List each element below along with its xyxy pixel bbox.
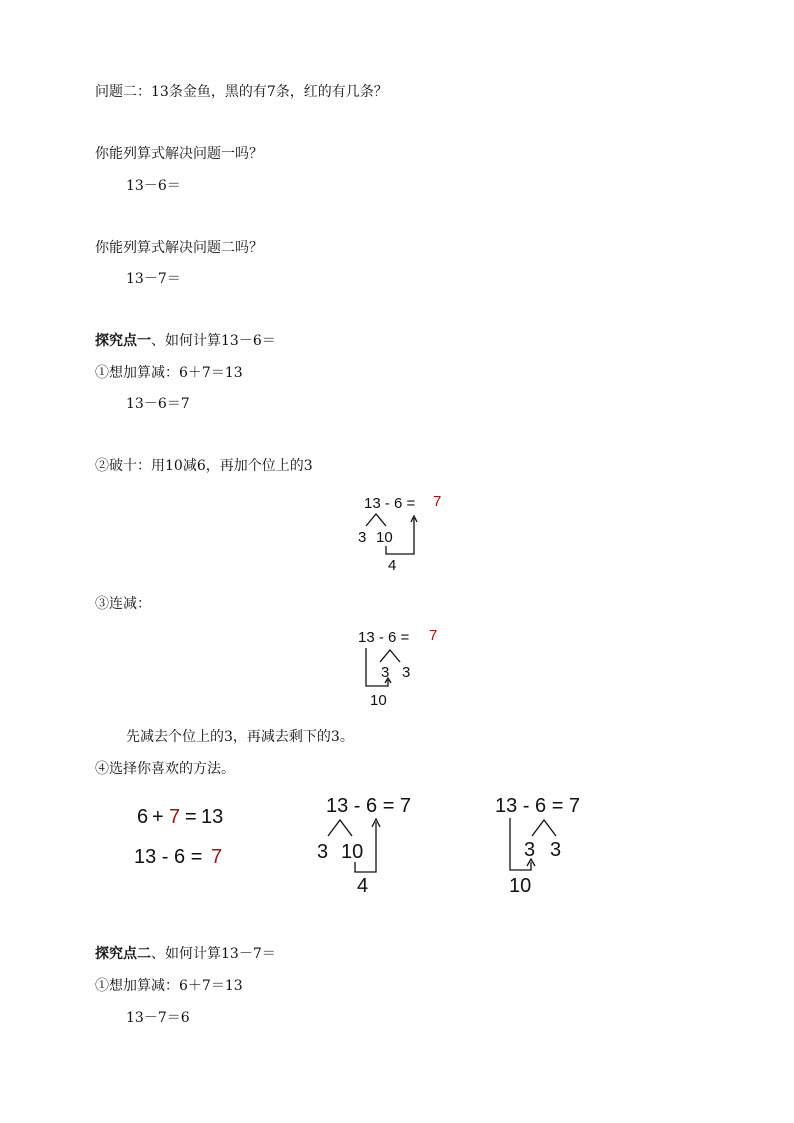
explore-point-two-text: 、如何计算13－7＝: [151, 946, 276, 962]
choice-sub-answer: 7: [211, 846, 223, 868]
choice-break-ten-left: 3: [317, 841, 329, 863]
serial-left-part: 3: [381, 664, 390, 681]
break-ten-split-branch: [366, 514, 386, 526]
method-break-ten: ②破十：用10减6，再加个位上的3: [95, 458, 313, 474]
choice-serial-branch: [532, 820, 556, 836]
method-choose: ④选择你喜欢的方法。: [95, 761, 235, 777]
choice-break-ten-branch: [328, 820, 352, 836]
choice-serial-result: 10: [509, 875, 532, 897]
serial-split-branch: [380, 650, 400, 662]
choice-serial-left: 3: [524, 839, 536, 861]
choice-sub-expression: 13 - 6 =: [134, 846, 203, 868]
serial-expression: 13 - 6 =: [358, 629, 410, 646]
serial-right-part: 3: [402, 664, 411, 681]
method-think-add-result: 13－6＝7: [126, 396, 190, 412]
ask-question-one: 你能列算式解决问题一吗？: [95, 146, 263, 162]
choice-break-ten-right: 10: [341, 841, 364, 863]
choice-break-ten-result: 4: [357, 875, 369, 897]
ask-question-two: 你能列算式解决问题二吗？: [95, 240, 263, 256]
explore-point-one-label: 探究点一: [95, 333, 151, 349]
choice-add-sum: 13: [201, 806, 224, 828]
choice-add-op: +: [152, 806, 164, 828]
break-ten-answer: 7: [433, 493, 442, 510]
choice-add-b: 7: [169, 806, 181, 828]
method-think-add: ①想加算减：6＋7＝13: [95, 365, 243, 381]
serial-result: 10: [370, 692, 387, 709]
break-ten-expression: 13 - 6 =: [364, 495, 416, 512]
serial-subtraction-diagram: [350, 622, 470, 712]
choice-add-a: 6: [137, 806, 149, 828]
choice-break-ten-figure: [305, 790, 435, 900]
break-ten-diagram: [350, 488, 470, 578]
explore-point-two-label: 探究点二: [95, 946, 151, 962]
explore-point-one: [95, 331, 276, 351]
serial-description: 先减去个位上的3，再减去剩下的3。: [126, 729, 354, 745]
question-two: 问题二：13条金鱼，黑的有7条，红的有几条？: [95, 84, 388, 100]
explore-point-two: [95, 944, 276, 964]
break-ten-result: 4: [388, 557, 397, 574]
method-serial-subtraction: ③连减：: [95, 596, 151, 612]
method-think-add-two-result: 13－7＝6: [126, 1010, 190, 1026]
choice-break-ten-expression: 13 - 6 = 7: [326, 795, 412, 817]
method-think-add-two: ①想加算减：6＋7＝13: [95, 978, 243, 994]
serial-answer: 7: [429, 627, 438, 644]
choice-serial-expression: 13 - 6 = 7: [495, 795, 581, 817]
explore-point-one-text: 、如何计算13－6＝: [151, 333, 276, 349]
choice-add-eq: =: [185, 806, 197, 828]
equation-two: 13－7＝: [126, 271, 181, 287]
choice-think-add-figure: [125, 795, 275, 875]
equation-one: 13－6＝: [126, 178, 181, 194]
choice-serial-figure: [485, 790, 615, 900]
break-ten-left-part: 3: [358, 529, 367, 546]
break-ten-right-part: 10: [376, 529, 393, 546]
choice-serial-right: 3: [550, 839, 562, 861]
